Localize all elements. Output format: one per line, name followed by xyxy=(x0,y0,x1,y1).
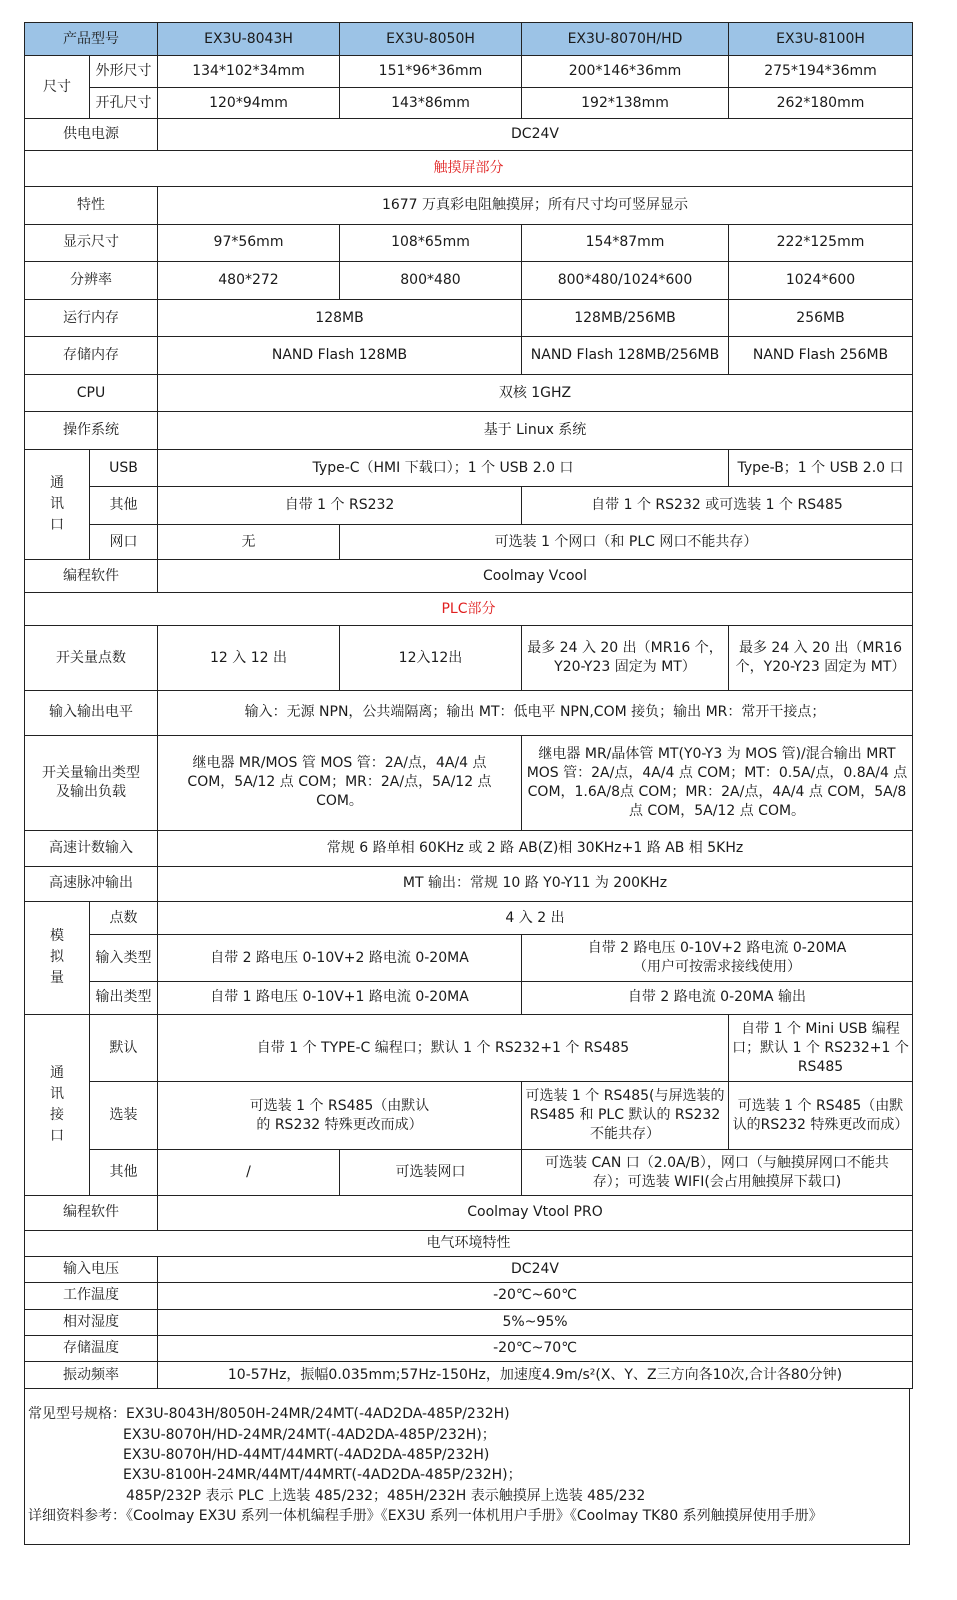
plc-software-value: Coolmay Vtool PRO xyxy=(158,1196,913,1230)
cutout-size-value: 143*86mm xyxy=(340,87,522,118)
outer-size-value: 151*96*36mm xyxy=(340,56,522,87)
outer-size-value: 134*102*34mm xyxy=(158,56,340,87)
plc-default-value: 自带 1 个 TYPE-C 编程口；默认 1 个 RS232+1 个 RS485 xyxy=(158,1014,729,1082)
usb-value: Type-B；1 个 USB 2.0 口 xyxy=(729,449,913,487)
notes-suffix: 485P/232P 表示 PLC 上选装 485/232；485H/232H 表示触摸屏上选装 485/232 xyxy=(126,1488,646,1504)
plc-optional-label: 选装 xyxy=(90,1082,158,1150)
power-label: 供电电源 xyxy=(25,119,158,150)
net-value: 无 xyxy=(158,524,340,559)
notes-model: EX3U-8070H/HD-44MT/44MRT(-4AD2DA-485P/232H) xyxy=(123,1447,490,1463)
env-row xyxy=(25,1362,913,1389)
hmi-other-label: 其他 xyxy=(90,487,158,525)
env-value: 10-57Hz，振幅0.035mm;57Hz-150Hz，加速度4.9m/s²(X、Y、Z三方向各10次,合计各80分钟) xyxy=(158,1362,913,1389)
io-points-value: 12入12出 xyxy=(340,626,522,691)
ram-value: 128MB/256MB xyxy=(522,299,729,337)
resolution-label: 分辨率 xyxy=(25,262,158,300)
analog-output-label: 输出类型 xyxy=(90,982,158,1014)
display-value: 154*87mm xyxy=(522,224,729,262)
env-row xyxy=(25,1256,913,1282)
output-type-row xyxy=(25,735,913,830)
env-value: -20℃~60℃ xyxy=(158,1283,913,1309)
outer-size-value: 200*146*36mm xyxy=(522,56,729,87)
outer-size-label: 外形尺寸 xyxy=(90,56,158,87)
hs-counter-row xyxy=(25,831,913,866)
touch-section-row xyxy=(25,150,913,187)
analog-output-row xyxy=(25,982,913,1014)
display-row xyxy=(25,224,913,262)
io-points-value: 12 入 12 出 xyxy=(158,626,340,691)
plc-other-value: 可选装网口 xyxy=(340,1150,522,1196)
plc-other-value: 可选装 CAN 口（2.0A/B），网口（与触摸屏网口不能共存）；可选装 WIFI(会占用触摸屏下载口) xyxy=(522,1150,913,1196)
plc-software-row xyxy=(25,1196,913,1230)
plc-default-row xyxy=(25,1014,913,1082)
output-type-value: 继电器 MR/晶体管 MT(Y0-Y3 为 MOS 管)/混合输出 MRT MOS 管：2A/点，4A/4 点 COM；MT：0.5A/点，0.8A/4 点 COM，1.6A/8点 COM；MR：2A/点，4A/4 点 COM，5A/8 点 COM，5A/12 点 COM。 xyxy=(522,735,913,830)
notes-model: EX3U-8043H/8050H-24MR/24MT(-4AD2DA-485P/232H) xyxy=(126,1406,510,1422)
io-level-value: 输入：无源 NPN，公共端隔离；输出 MT：低电平 NPN,COM 接负；输出 MR：常开干接点； xyxy=(158,691,913,736)
hs-counter-value: 常规 6 路单相 60KHz 或 2 路 AB(Z)相 30KHz+1 路 AB 相 5KHz xyxy=(158,831,913,866)
resolution-value: 800*480/1024*600 xyxy=(522,262,729,300)
net-value: 可选装 1 个网口（和 PLC 网口不能共存） xyxy=(340,524,913,559)
resolution-row xyxy=(25,262,913,300)
plc-section-title: PLC部分 xyxy=(25,592,913,625)
plc-other-value: / xyxy=(158,1150,340,1196)
hs-counter-label: 高速计数输入 xyxy=(25,831,158,866)
analog-label xyxy=(25,902,90,1015)
env-value: -20℃~70℃ xyxy=(158,1335,913,1361)
hmi-software-row xyxy=(25,560,913,592)
feature-label: 特性 xyxy=(25,187,158,225)
env-label: 相对湿度 xyxy=(25,1309,158,1335)
env-value: 5%~95% xyxy=(158,1309,913,1335)
size-label: 尺寸 xyxy=(25,56,90,119)
os-value: 基于 Linux 系统 xyxy=(158,412,913,450)
plc-section-row xyxy=(25,592,913,625)
plc-comm-label xyxy=(25,1014,90,1196)
storage-value: NAND Flash 256MB xyxy=(729,337,913,375)
io-level-label: 输入输出电平 xyxy=(25,691,158,736)
cutout-size-value: 262*180mm xyxy=(729,87,913,118)
plc-optional-value: 可选装 1 个 RS485（由默认的 RS232 特殊更改而成） xyxy=(158,1082,522,1150)
model-8100h: EX3U-8100H xyxy=(729,23,913,56)
analog-points-value: 4 入 2 出 xyxy=(158,902,913,935)
hmi-other-value: 自带 1 个 RS232 xyxy=(158,487,522,525)
env-row xyxy=(25,1335,913,1361)
hmi-software-value: Coolmay Vcool xyxy=(158,560,913,592)
display-label: 显示尺寸 xyxy=(25,224,158,262)
hmi-usb-row xyxy=(25,449,913,487)
analog-input-value: 自带 2 路电压 0-10V+2 路电流 0-20MA（用户可按需求接线使用） xyxy=(522,935,913,982)
cpu-value: 双核 1GHZ xyxy=(158,374,913,412)
cutout-size-value: 120*94mm xyxy=(158,87,340,118)
os-row xyxy=(25,412,913,450)
plc-other-label: 其他 xyxy=(90,1150,158,1196)
hmi-software-label: 编程软件 xyxy=(25,560,158,592)
env-row xyxy=(25,1283,913,1309)
storage-value: NAND Flash 128MB/256MB xyxy=(522,337,729,375)
analog-input-value: 自带 2 路电压 0-10V+2 路电流 0-20MA xyxy=(158,935,522,982)
env-section-title: 电气环境特性 xyxy=(25,1230,913,1256)
plc-optional-value: 可选装 1 个 RS485(与屏选装的 RS485 和 PLC 默认的 RS232 不能共存） xyxy=(522,1082,729,1150)
env-label: 工作温度 xyxy=(25,1283,158,1309)
hmi-other-value: 自带 1 个 RS232 或可选装 1 个 RS485 xyxy=(522,487,913,525)
env-row xyxy=(25,1309,913,1335)
os-label: 操作系统 xyxy=(25,412,158,450)
plc-default-label: 默认 xyxy=(90,1014,158,1082)
notes-models-line xyxy=(28,1405,510,1424)
outer-size-value: 275*194*36mm xyxy=(729,56,913,87)
notes-model: EX3U-8100H-24MR/44MT/44MRT(-4AD2DA-485P/232H)； xyxy=(123,1467,522,1483)
usb-label: USB xyxy=(90,449,158,487)
model-label: 产品型号 xyxy=(25,23,158,56)
analog-label-text: 模拟量 xyxy=(50,928,64,987)
power-value: DC24V xyxy=(158,119,913,150)
model-8043h: EX3U-8043H xyxy=(158,23,340,56)
outer-size-row xyxy=(25,56,913,87)
touch-section-title: 触摸屏部分 xyxy=(25,150,913,187)
env-label: 振动频率 xyxy=(25,1362,158,1389)
spec-table xyxy=(24,22,913,1389)
model-8050h: EX3U-8050H xyxy=(340,23,522,56)
usb-value: Type-C（HMI 下载口）；1 个 USB 2.0 口 xyxy=(158,449,729,487)
power-row xyxy=(25,119,913,150)
net-label: 网口 xyxy=(90,524,158,559)
analog-input-row xyxy=(25,935,913,982)
resolution-value: 1024*600 xyxy=(729,262,913,300)
plc-optional-value: 可选装 1 个 RS485（由默认的RS232 特殊更改而成） xyxy=(729,1082,913,1150)
io-points-value: 最多 24 入 20 出（MR16 个，Y20-Y23 固定为 MT） xyxy=(729,626,913,691)
resolution-value: 800*480 xyxy=(340,262,522,300)
hmi-comm-label-text: 通讯口 xyxy=(50,475,64,534)
output-type-value: 继电器 MR/MOS 管 MOS 管：2A/点，4A/4 点 COM，5A/12 点 COM；MR：2A/点，5A/12 点 COM。 xyxy=(158,735,522,830)
analog-output-value: 自带 2 路电流 0-20MA 输出 xyxy=(522,982,913,1014)
feature-value: 1677 万真彩电阻触摸屏；所有尺寸均可竖屏显示 xyxy=(158,187,913,225)
cutout-size-row xyxy=(25,87,913,118)
storage-row xyxy=(25,337,913,375)
display-value: 97*56mm xyxy=(158,224,340,262)
display-value: 222*125mm xyxy=(729,224,913,262)
analog-output-value: 自带 1 路电压 0-10V+1 路电流 0-20MA xyxy=(158,982,522,1014)
cutout-size-label: 开孔尺寸 xyxy=(90,87,158,118)
storage-value: NAND Flash 128MB xyxy=(158,337,522,375)
hmi-comm-label xyxy=(25,449,90,560)
analog-points-row xyxy=(25,902,913,935)
ram-value: 256MB xyxy=(729,299,913,337)
env-label: 存储温度 xyxy=(25,1335,158,1361)
env-section-row xyxy=(25,1230,913,1256)
analog-input-label: 输入类型 xyxy=(90,935,158,982)
plc-default-value: 自带 1 个 Mini USB 编程口；默认 1 个 RS232+1 个 RS485 xyxy=(729,1014,913,1082)
io-level-row xyxy=(25,691,913,736)
header-row xyxy=(25,23,913,56)
hs-pulse-value: MT 输出：常规 10 路 Y0-Y11 为 200KHz xyxy=(158,866,913,901)
hmi-other-row xyxy=(25,487,913,525)
hs-pulse-label: 高速脉冲输出 xyxy=(25,866,158,901)
notes-reference: 详细资料参考：《Coolmay EX3U 系列一体机编程手册》《EX3U 系列一体机用户手册》《Coolmay TK80 系列触摸屏使用手册》 xyxy=(28,1508,823,1524)
cpu-row xyxy=(25,374,913,412)
output-type-label: 开关量输出类型及输出负载 xyxy=(25,735,158,830)
hmi-net-row xyxy=(25,524,913,559)
notes-block xyxy=(24,1389,910,1545)
ram-label: 运行内存 xyxy=(25,299,158,337)
hs-pulse-row xyxy=(25,866,913,901)
notes-model: EX3U-8070H/HD-24MR/24MT(-4AD2DA-485P/232H)； xyxy=(123,1427,496,1443)
feature-row xyxy=(25,187,913,225)
env-value: DC24V xyxy=(158,1256,913,1282)
model-8070h: EX3U-8070H/HD xyxy=(522,23,729,56)
io-points-value: 最多 24 入 20 出（MR16 个，Y20-Y23 固定为 MT） xyxy=(522,626,729,691)
io-points-label: 开关量点数 xyxy=(25,626,158,691)
analog-points-label: 点数 xyxy=(90,902,158,935)
resolution-value: 480*272 xyxy=(158,262,340,300)
cpu-label: CPU xyxy=(25,374,158,412)
plc-other-row xyxy=(25,1150,913,1196)
env-label: 输入电压 xyxy=(25,1256,158,1282)
ram-value: 128MB xyxy=(158,299,522,337)
plc-software-label: 编程软件 xyxy=(25,1196,158,1230)
cutout-size-value: 192*138mm xyxy=(522,87,729,118)
storage-label: 存储内存 xyxy=(25,337,158,375)
ram-row xyxy=(25,299,913,337)
notes-models-label: 常见型号规格： xyxy=(28,1406,126,1422)
plc-optional-row xyxy=(25,1082,913,1150)
plc-comm-label-text: 通讯接口 xyxy=(50,1064,64,1144)
io-points-row xyxy=(25,626,913,691)
display-value: 108*65mm xyxy=(340,224,522,262)
